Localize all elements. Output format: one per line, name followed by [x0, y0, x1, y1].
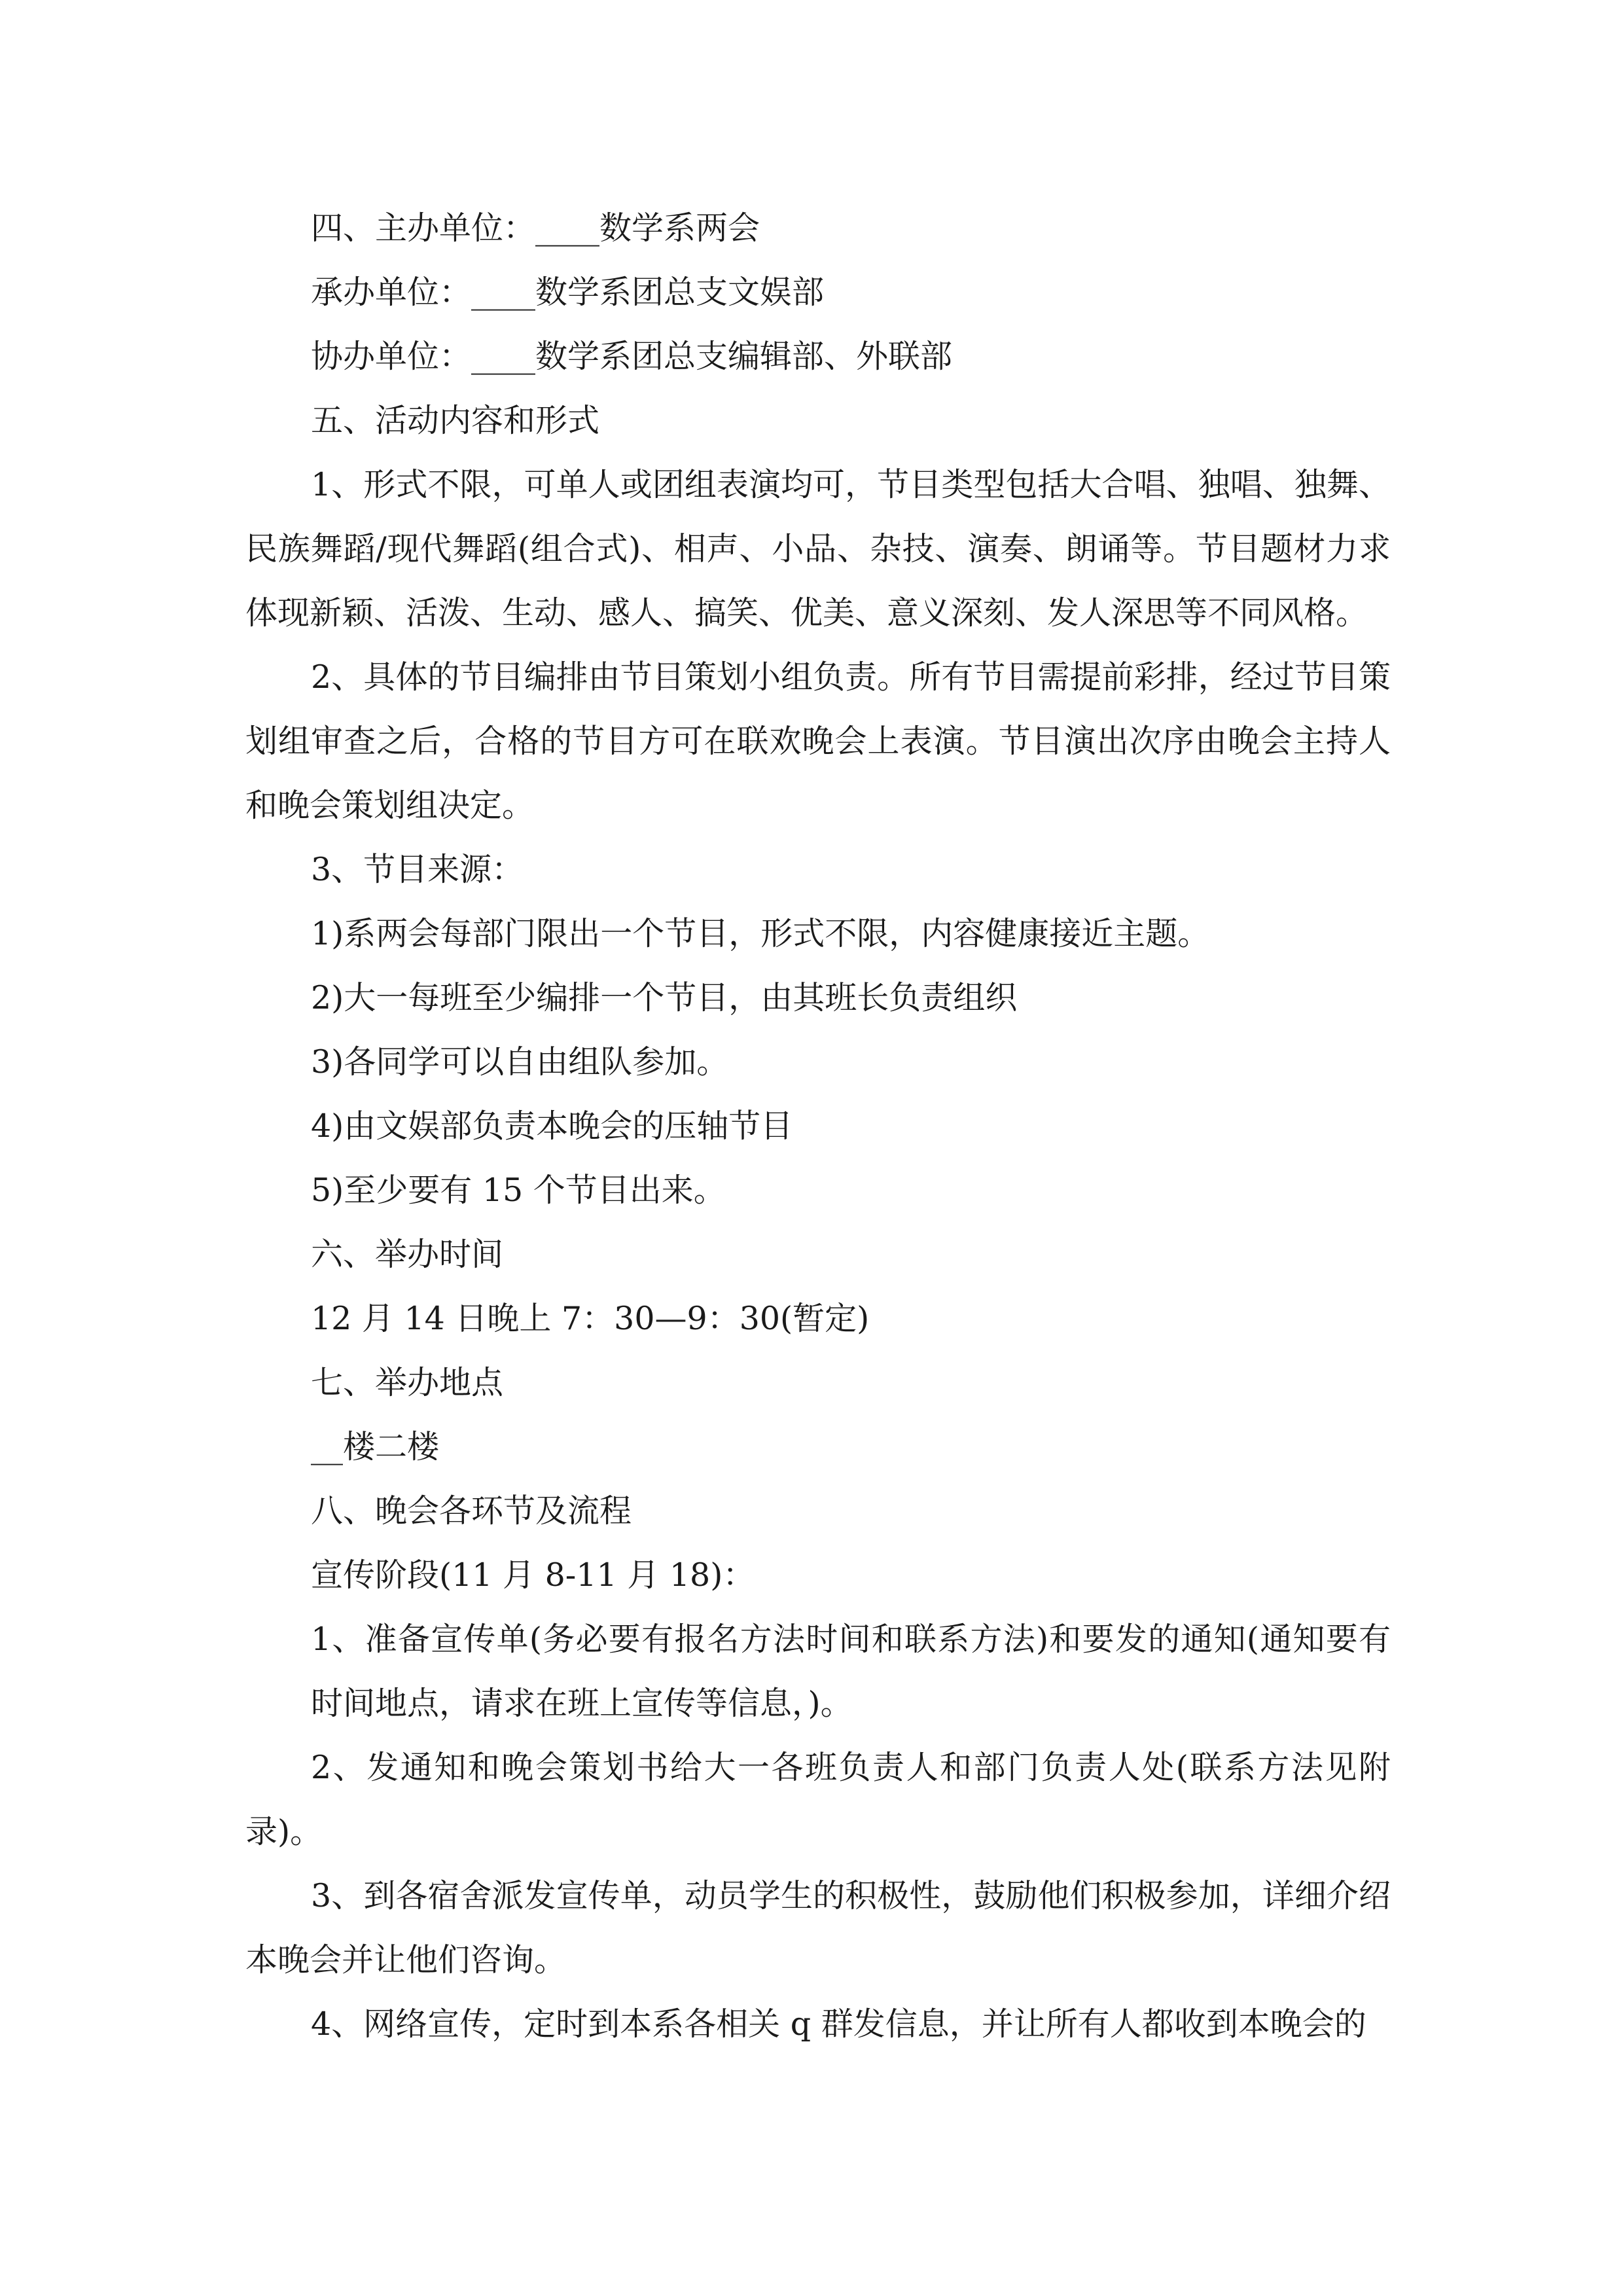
paragraph-content-2: 2、具体的节目编排由节目策划小组负责。所有节目需提前彩排，经过节目策划组审查之后，合格的节目方可在联欢晚会上表演。节目演出次序由晚会主持人和晚会策划组决定。	[245, 658, 1391, 824]
paragraph-promo-stage: 宣传阶段(11 月 8-11 月 18)：	[311, 1556, 755, 1594]
list-item-source-5: 5)至少要有 15 个节目出来。	[311, 1172, 726, 1209]
document-body	[245, 196, 1391, 2056]
list-item-source-3: 3)各同学可以自由组队参加。	[311, 1043, 729, 1081]
list-item-source-1: 1)系两会每部门限出一个节目，形式不限，内容健康接近主题。	[311, 915, 1210, 952]
section-heading-process: 八、晚会各环节及流程	[311, 1492, 632, 1530]
paragraph-undertaker: 承办单位：____数学系团总支文娱部	[311, 274, 825, 311]
paragraph-content-3: 3、节目来源：	[311, 851, 524, 888]
section-heading-place: 七、举办地点	[311, 1364, 504, 1401]
paragraph-promo-2: 2、发通知和晚会策划书给大一各班负责人和部门负责人处(联系方法见附录)。	[245, 1749, 1391, 1850]
paragraph-co-organizer: 协办单位：____数学系团总支编辑部、外联部	[311, 338, 953, 375]
paragraph-organizer: 四、主办单位：____数学系两会	[311, 209, 760, 247]
paragraph-promo-3: 3、到各宿舍派发宣传单，动员学生的积极性，鼓励他们积极参加，详细介绍本晚会并让他们咨询。	[245, 1877, 1391, 1979]
section-heading-time: 六、举办时间	[311, 1236, 504, 1273]
list-item-source-4: 4)由文娱部负责本晚会的压轴节目	[311, 1107, 793, 1145]
paragraph-place: __楼二楼	[311, 1428, 440, 1465]
paragraph-promo-1: 1、准备宣传单(务必要有报名方法时间和联系方法)和要发的通知(通知要有时间地点，请求在班上宣传等信息，)。	[311, 1621, 1391, 1722]
paragraph-promo-4: 4、网络宣传，定时到本系各相关 q 群发信息，并让所有人都收到本晚会的	[311, 2005, 1366, 2043]
list-item-source-2: 2)大一每班至少编排一个节目，由其班长负责组织	[311, 979, 1018, 1016]
paragraph-time: 12 月 14 日晚上 7：30—9：30(暂定)	[311, 1300, 870, 1337]
section-heading-content-form: 五、活动内容和形式	[311, 402, 600, 439]
paragraph-content-1: 1、形式不限，可单人或团组表演均可，节目类型包括大合唱、独唱、独舞、民族舞蹈/现代舞蹈(组合式)、相声、小品、杂技、演奏、朗诵等。节目题材力求体现新颖、活泼、生动、感人、搞笑、优美、意义深刻、发人深思等不同风格。	[245, 466, 1391, 632]
